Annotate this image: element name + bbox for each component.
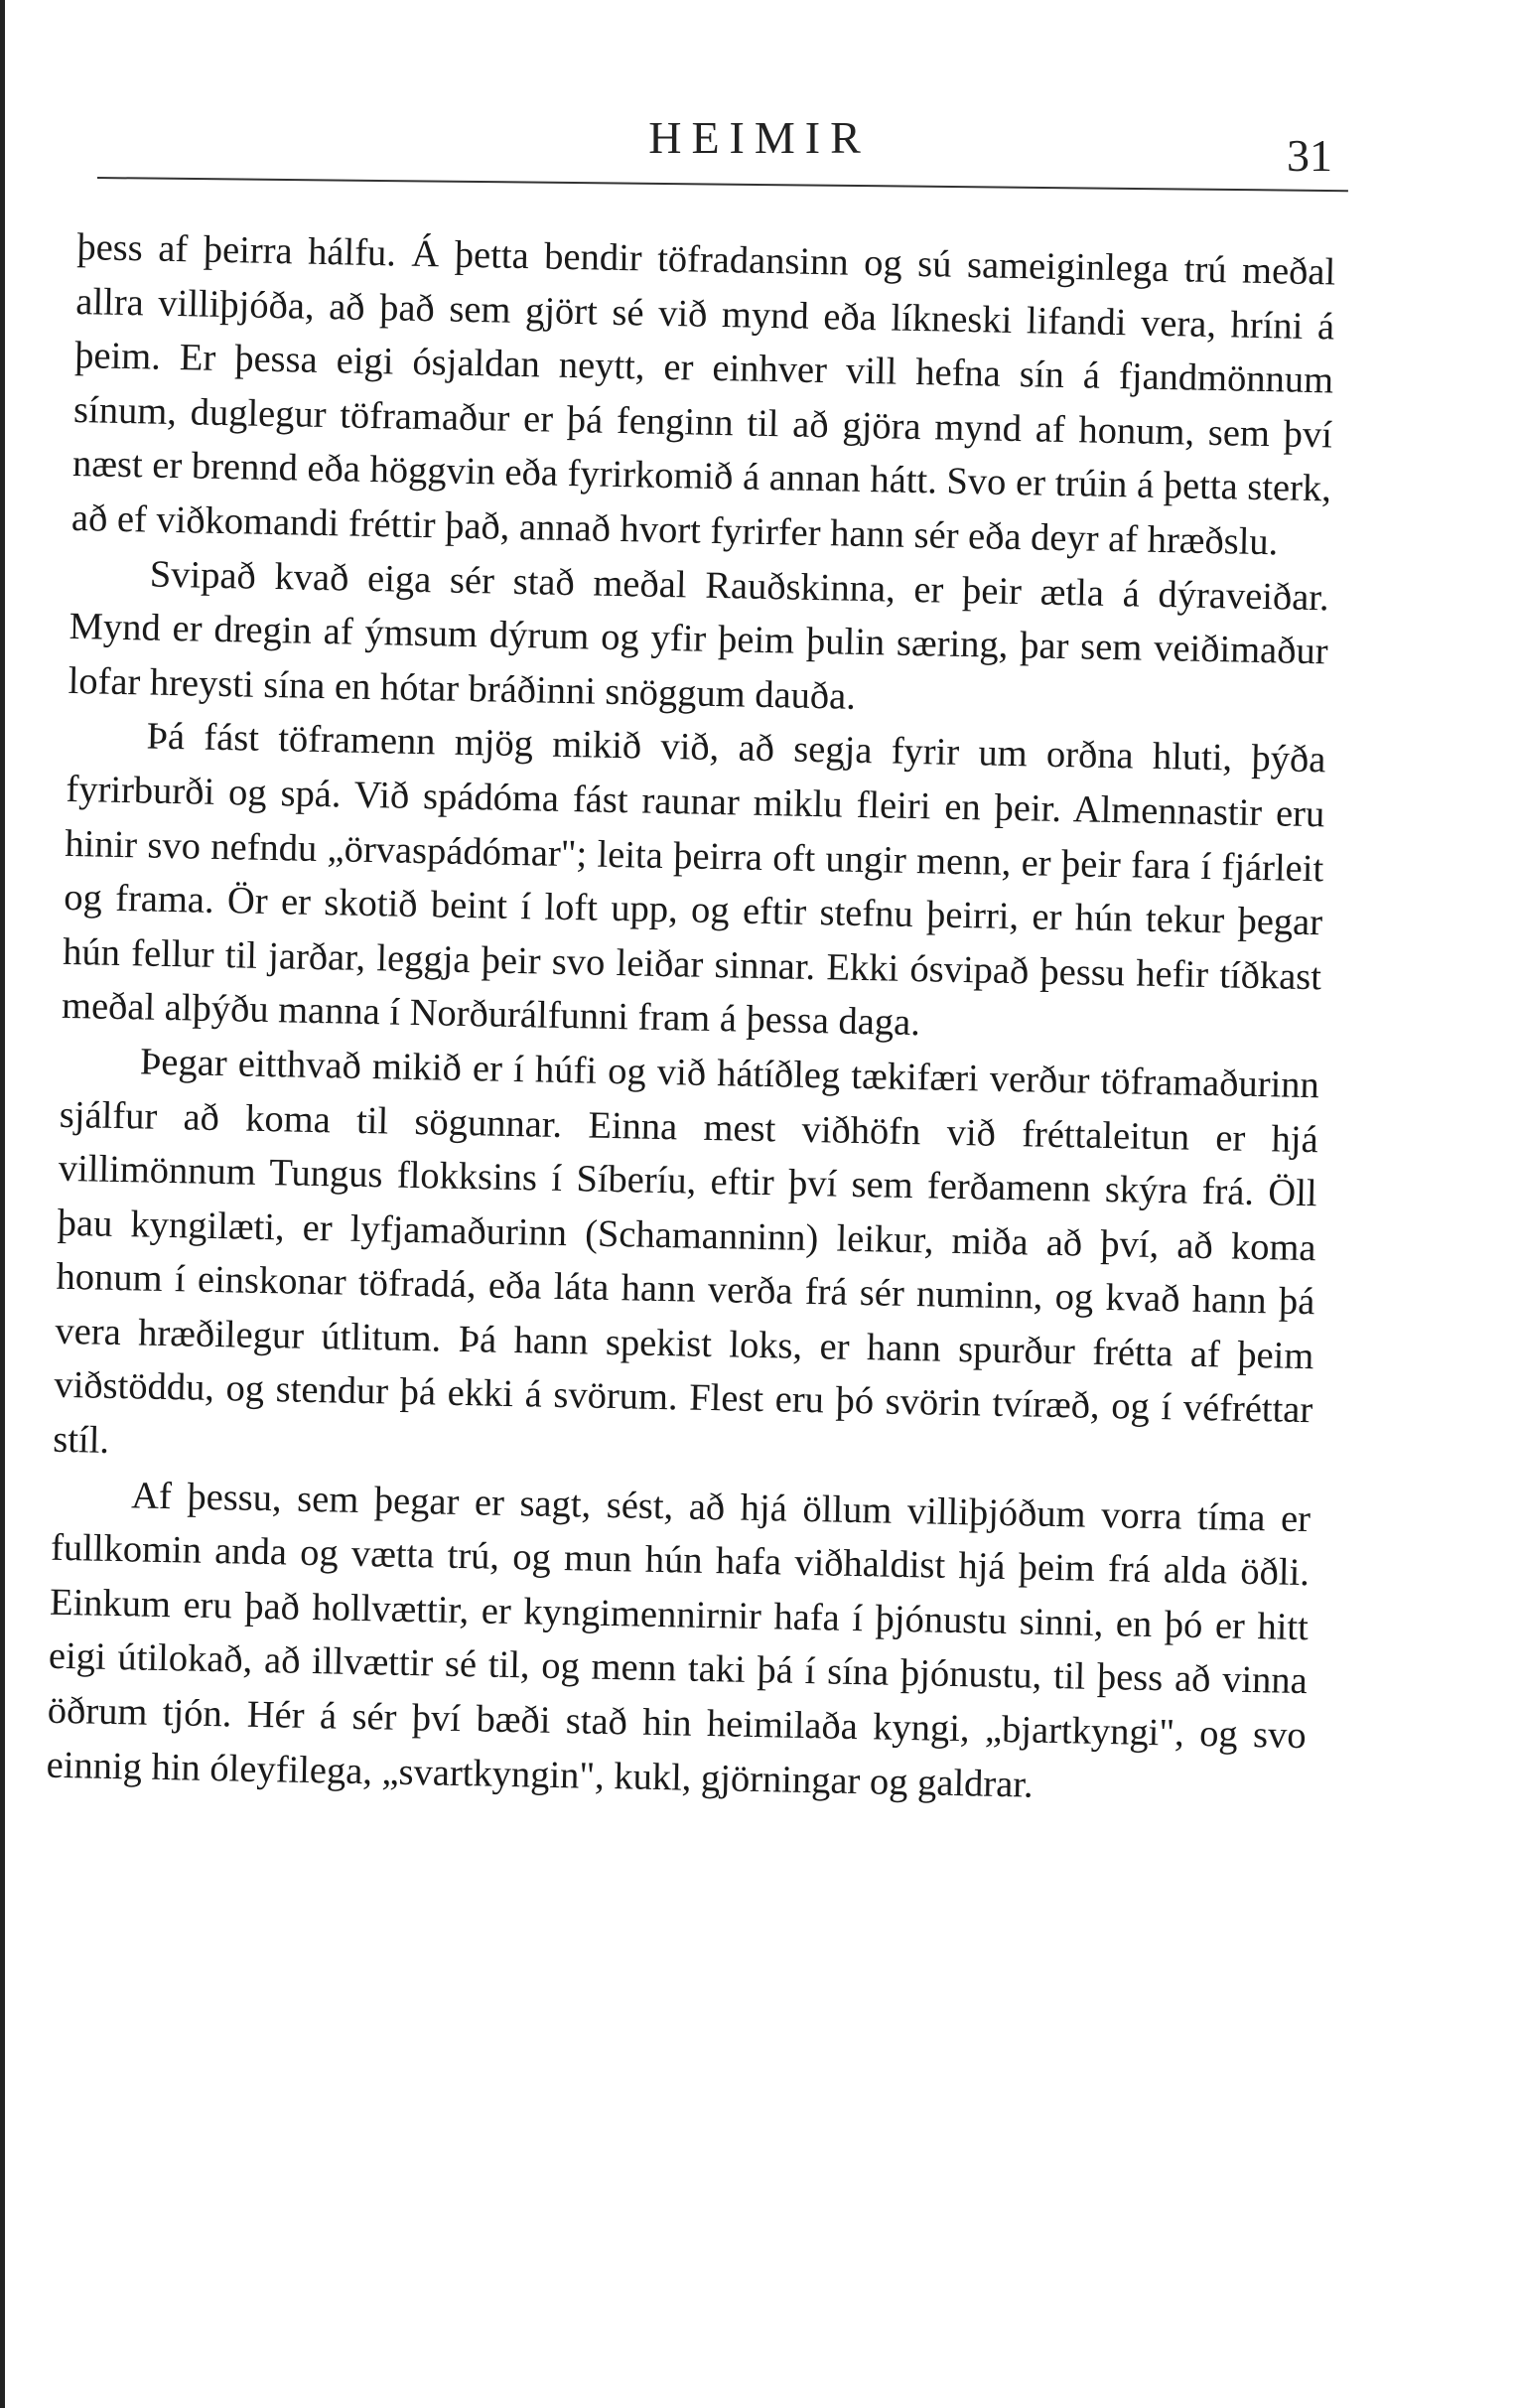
- paragraph: þess af þeirra hálfu. Á þetta bendir töfradansinn og sú sameiginlega trú meðal allra villiþjóða, að það sem gjört sé við mynd eða líkneski lifandi vera, hríni á þeim. Er þessa eigi ósjaldan neytt, er einhver vill hefna sín á fjandmönnum sínum, duglegur töframaður er þá fenginn til að gjöra mynd af honum, sem því næst er brennd eða höggvin eða fyrirkomið á annan hátt. Svo er trúin á þetta sterk, að ef viðkomandi fréttir það, annað hvort fyrirfer hann sér eða deyr af hræðslu.: [70, 225, 1336, 564]
- page-header: [0, 111, 1519, 181]
- running-title: HEIMIR: [648, 112, 871, 163]
- paragraph: Þá fást töframenn mjög mikið við, að segja fyrir um orðna hluti, þýða fyrirburði og spá. Við spádóma fást raunar miklu fleiri en þeir. Almennastir eru hinir svo nefndu „örvaspádómar"; leita þeirra oft ungir menn, er þeir fara í fjárleit og frama. Ör er skotið beint í loft upp, og eftir stefnu þeirri, er hún tekur þegar hún fellur til jarðar, leggja þeir svo leiðar sinnar. Ekki ósvipað þessu hefir tíðkast meðal alþýðu manna í Norðurálfunni fram á þessa daga.: [61, 715, 1326, 1045]
- body-text: [46, 220, 1336, 1817]
- paragraph: Þegar eitthvað mikið er í húfi og við hátíðleg tækifæri verður töframaðurinn sjálfur að koma til sögunnar. Einna mest viðhöfn við fréttaleitun er hjá villimönnum Tungus flokksins í Síberíu, eftir því sem ferðamenn skýra frá. Öll þau kyngilæti, er lyfjamaðurinn (Schamanninn) leikur, miða að því, að koma honum í einskonar töfradá, eða láta hann verða frá sér numinn, og kvað hann þá vera hræðilegur útlitum. Þá hann spekist loks, er hann spurður frétta af þeim viðstöddu, og stendur þá ekki á svörum. Flest eru þó svörin tvíræð, og í véfréttar stíl.: [52, 1041, 1320, 1462]
- page-edge: [0, 0, 5, 2408]
- paragraph: Svipað kvað eiga sér stað meðal Rauðskinna, er þeir ætla á dýraveiðar. Mynd er dregin af ýmsum dýrum og yfir þeim þulin særing, þar sem veiðimaður lofar hreysti sína en hótar bráðinni snöggum dauða.: [68, 553, 1330, 718]
- header-rule: [97, 177, 1348, 192]
- page-number: 31: [1287, 130, 1332, 181]
- paragraph: Af þessu, sem þegar er sagt, sést, að hjá öllum villiþjóðum vorra tíma er fullkomin anda og vætta trú, og mun hún hafa viðhaldist hjá þeim frá alda öðli. Einkum eru það hollvættir, er kyngimennirnir hafa í þjónustu sinni, en þó er hitt eigi útilokað, að illvættir sé til, og menn taki þá í sína þjónustu, til þess að vinna öðrum tjón. Hér á sér því bæði stað hin heimilaða kyngi, „bjartkyngi", og svo einnig hin óleyfilega, „svartkyngin", kukl, gjörningar og galdrar.: [46, 1475, 1312, 1806]
